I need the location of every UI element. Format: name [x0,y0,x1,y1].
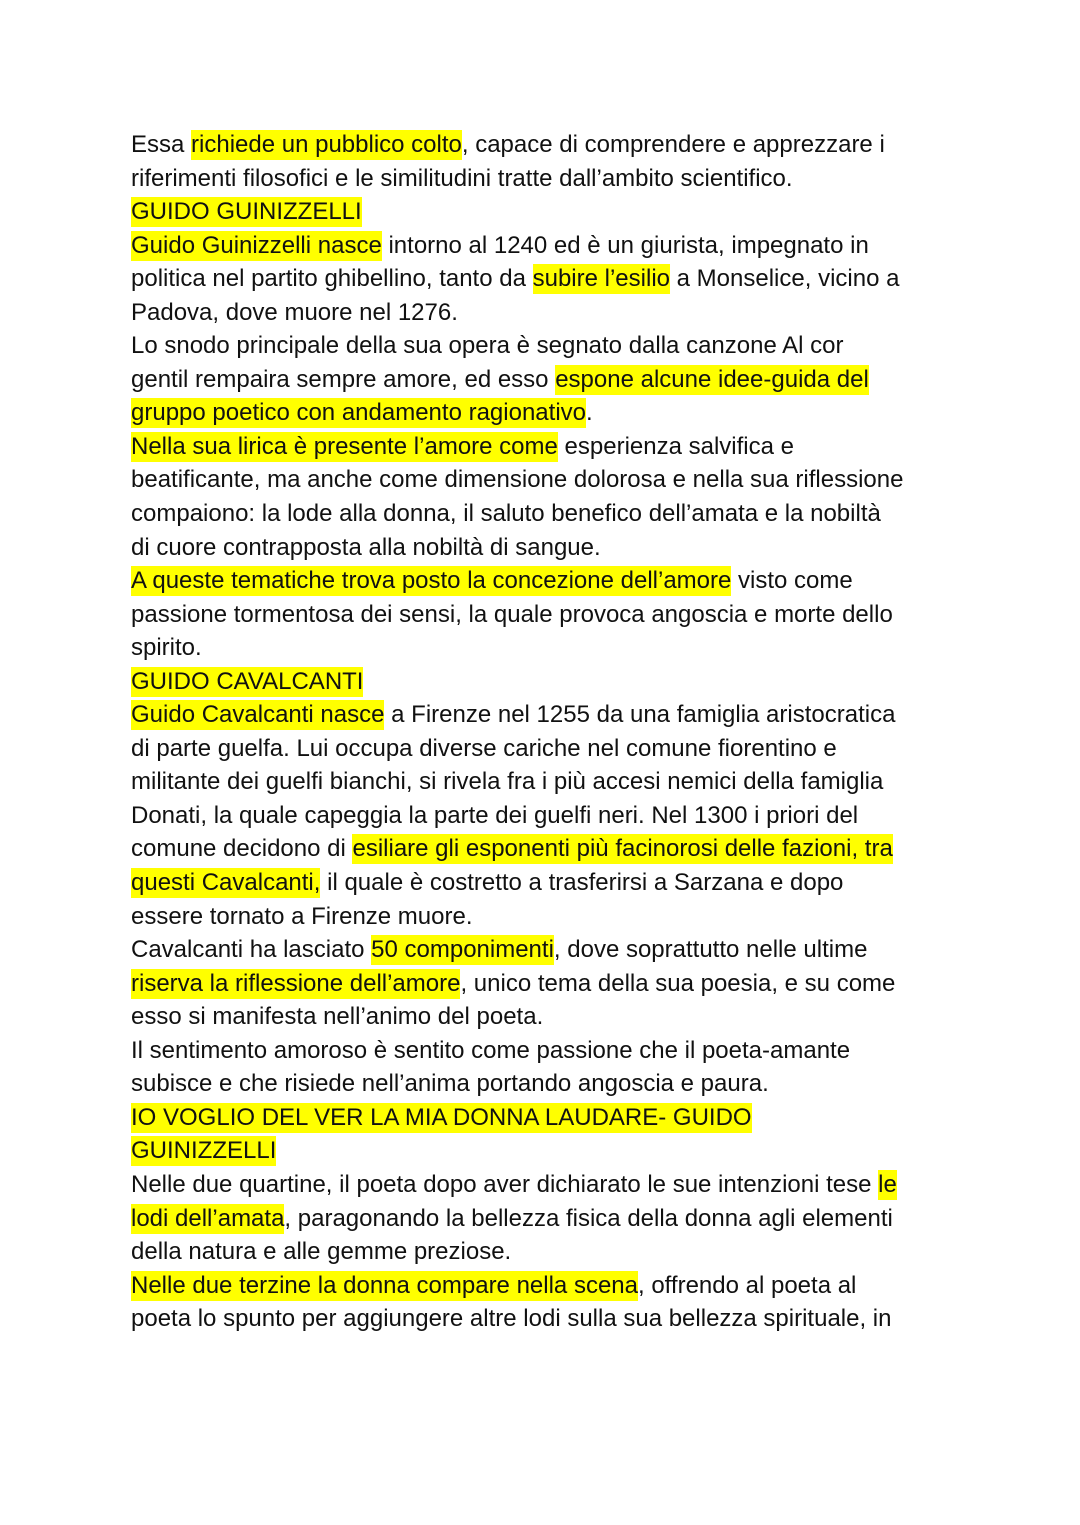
text-line [131,262,961,296]
text-line [131,799,961,833]
body-text: a Monselice, vicino a [670,265,900,293]
text-line [131,329,961,363]
body-text: visto come [731,567,853,595]
body-text: gentil rempaira sempre amore, ed esso [131,365,556,393]
text-line [131,933,961,967]
text-line [131,832,961,866]
text-line [131,1000,961,1034]
text-line [131,396,961,430]
text-line [131,598,961,632]
highlighted-text: subire l’esilio [532,265,670,293]
body-text: politica nel partito ghibellino, tanto da [131,265,533,293]
body-text: Essa [131,131,192,158]
highlighted-text: espone alcune idee-guida del [555,365,869,393]
highlighted-text: esiliare gli esponenti più facinorosi delle fazioni, tra [352,835,893,863]
text-line [131,229,961,263]
highlighted-text: 50 componimenti [371,936,554,964]
text-line [131,732,961,766]
highlighted-text: IO VOGLIO DEL VER LA MIA DONNA LAUDARE- GUIDO [131,1103,752,1131]
body-text: a Firenze nel 1255 da una famiglia aristocratica [384,701,896,729]
text-line [131,363,961,397]
text-line [131,1034,961,1068]
body-text: , paragonando la bellezza fisica della donna agli elementi [284,1204,893,1232]
highlighted-text: GUINIZZELLI [131,1137,277,1165]
highlighted-text: GUIDO GUINIZZELLI [131,198,362,226]
text-line [131,162,961,196]
text-line [131,497,961,531]
body-text: esso si manifesta nell’animo del poeta. [131,1003,544,1031]
text-line [131,1302,961,1336]
text-line [131,463,961,497]
text-line [131,1235,961,1269]
body-text: Nelle due quartine, il poeta dopo aver dichiarato le sue intenzioni tese [131,1170,879,1198]
text-line [131,195,961,229]
highlighted-text: lodi dell’amata [131,1204,285,1232]
text-line [131,531,961,565]
text-line [131,564,961,598]
body-text: militante dei guelfi bianchi, si rivela fra i più accesi nemici della famiglia [131,768,884,796]
body-text: intorno al 1240 ed è un giurista, impegnato in [381,231,869,259]
text-line [131,631,961,665]
body-text: essere tornato a Firenze muore. [131,902,473,930]
highlighted-text: richiede un pubblico colto [191,131,462,158]
highlighted-text: le [878,1170,897,1198]
text-line [131,1134,961,1168]
body-text: passione tormentosa dei sensi, la quale provoca angoscia e morte dello [131,600,893,628]
highlighted-text: Guido Cavalcanti nasce [131,701,385,729]
text-line [131,1067,961,1101]
highlighted-text: questi Cavalcanti, [131,869,321,897]
text-line [131,900,961,934]
text-line [131,128,961,162]
body-text: Donati, la quale capeggia la parte dei guelfi neri. Nel 1300 i priori del [131,801,859,829]
text-line [131,866,961,900]
body-text: . [586,399,593,427]
body-text: , offrendo al poeta al [638,1271,857,1299]
body-text: Padova, dove muore nel 1276. [131,298,458,326]
text-line [131,765,961,799]
highlighted-text: Nelle due terzine la donna compare nella scena [131,1271,638,1299]
body-text: Cavalcanti ha lasciato [131,936,372,964]
highlighted-text: Guido Guinizzelli nasce [131,231,382,259]
body-text: comune decidono di [131,835,353,863]
body-text: poeta lo spunto per aggiungere altre lodi sulla sua bellezza spirituale, in [131,1305,892,1333]
body-text: spirito. [131,634,202,662]
text-line [131,1202,961,1236]
document-body [131,128,961,1336]
body-text: Il sentimento amoroso è sentito come passione che il poeta-amante [131,1036,851,1064]
highlighted-text: gruppo poetico con andamento ragionativo [131,399,586,427]
body-text: esperienza salvifica e [557,432,794,460]
highlighted-text: A queste tematiche trova posto la concezione dell’amore [131,567,732,595]
text-line [131,967,961,1001]
body-text: subisce e che risiede nell’anima portando angoscia e paura. [131,1070,769,1098]
text-line [131,698,961,732]
highlighted-text: riserva la riflessione dell’amore [131,969,461,997]
body-text: , unico tema della sua poesia, e su come [460,969,896,997]
body-text: di cuore contrapposta alla nobiltà di sangue. [131,533,601,561]
body-text: di parte guelfa. Lui occupa diverse cariche nel comune fiorentino e [131,734,837,762]
text-line [131,1168,961,1202]
text-line [131,1101,961,1135]
body-text: della natura e alle gemme preziose. [131,1238,512,1266]
body-text: il quale è costretto a trasferirsi a Sarzana e dopo [320,869,844,897]
body-text: , dove soprattutto nelle ultime [553,936,868,964]
highlighted-text: Nella sua lirica è presente l’amore come [131,432,558,460]
text-line [131,665,961,699]
text-line [131,296,961,330]
body-text: , capace di comprendere e apprezzare i [461,131,885,158]
body-text: compaiono: la lode alla donna, il saluto benefico dell’amata e la nobiltà [131,500,881,528]
text-line [131,430,961,464]
highlighted-text: GUIDO CAVALCANTI [131,667,364,695]
body-text: beatificante, ma anche come dimensione dolorosa e nella sua riflessione [131,466,904,494]
text-line [131,1269,961,1303]
body-text: riferimenti filosofici e le similitudini tratte dall’ambito scientifico. [131,164,793,192]
body-text: Lo snodo principale della sua opera è segnato dalla canzone Al cor [131,332,844,360]
